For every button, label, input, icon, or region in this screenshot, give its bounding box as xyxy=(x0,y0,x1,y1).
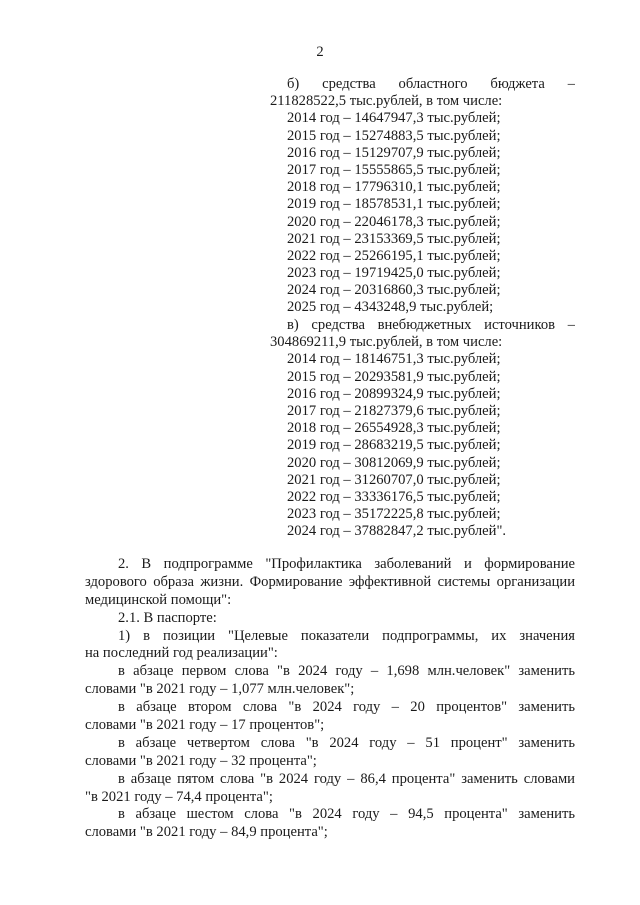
paragraph-line: в абзаце четвертом слова "в 2024 году – 51 процент" заменить xyxy=(118,734,575,751)
section-2-heading-line: 2. В подпрограмме "Профилактика заболеваний и формирование xyxy=(118,556,575,572)
regional-year-line: 2023 год – 19719425,0 тыс.рублей; xyxy=(287,265,501,282)
section-2-body xyxy=(85,556,575,842)
regional-year-line: 2024 год – 20316860,3 тыс.рублей; xyxy=(287,282,501,299)
regional-year-line: 2015 год – 15274883,5 тыс.рублей; xyxy=(287,127,501,144)
extrabudget-year-line: 2014 год – 18146751,3 тыс.рублей; xyxy=(287,351,501,368)
regional-year-line: 2018 год – 17796310,1 тыс.рублей; xyxy=(287,179,501,196)
paragraph-line: в абзаце втором слова "в 2024 году – 20 процентов" заменить xyxy=(118,699,575,716)
paragraph-line: словами "в 2021 году – 32 процента"; xyxy=(85,752,317,769)
paragraph-line: в абзаце пятом слова "в 2024 году – 86,4 процента" заменить словами xyxy=(118,770,575,787)
paragraph-line: в абзаце первом слова "в 2024 году – 1,698 млн.человек" заменить xyxy=(118,663,575,680)
extrabudget-year-line: 2017 год – 21827379,6 тыс.рублей; xyxy=(287,402,501,419)
extrabudget-year-line: 2024 год – 37882847,2 тыс.рублей". xyxy=(287,523,507,540)
extrabudget-year-line: 2021 год – 31260707,0 тыс.рублей; xyxy=(287,471,501,488)
extrabudget-year-line: 2015 год – 20293581,9 тыс.рублей; xyxy=(287,368,501,385)
extrabudget-year-line: 2020 год – 30812069,9 тыс.рублей; xyxy=(287,454,501,471)
extrabudget-year-line: 2022 год – 33336176,5 тыс.рублей; xyxy=(287,488,501,505)
paragraph-line: словами "в 2021 году – 17 процентов"; xyxy=(85,717,325,734)
extrabudget-year-line: 2019 год – 28683219,5 тыс.рублей; xyxy=(287,437,501,454)
paragraph-line: на последний год реализации": xyxy=(85,645,278,662)
extrabudget-total: 304869211,9 тыс.рублей, в том числе: xyxy=(270,334,503,351)
extrabudget-year-line: 2023 год – 35172225,8 тыс.рублей; xyxy=(287,506,501,523)
section-2-heading-line: здорового образа жизни. Формирование эффективной системы организации xyxy=(85,573,575,590)
page-number: 2 xyxy=(316,44,324,60)
regional-year-line: 2019 год – 18578531,1 тыс.рублей; xyxy=(287,196,501,213)
paragraph-line: 1) в позиции "Целевые показатели подпрограммы, их значения xyxy=(118,627,575,644)
regional-budget-total: 211828522,5 тыс.рублей, в том числе: xyxy=(270,93,503,110)
paragraph-line: словами "в 2021 году – 84,9 процента"; xyxy=(85,824,328,841)
regional-year-line: 2025 год – 4343248,9 тыс.рублей; xyxy=(287,299,494,316)
regional-budget-heading: б) средства областного бюджета – xyxy=(287,76,575,92)
regional-year-line: 2021 год – 23153369,5 тыс.рублей; xyxy=(287,230,501,247)
paragraph-line: словами "в 2021 году – 1,077 млн.человек"; xyxy=(85,681,355,698)
extrabudget-block xyxy=(270,317,575,540)
regional-year-line: 2022 год – 25266195,1 тыс.рублей; xyxy=(287,247,501,264)
regional-year-line: 2014 год – 14647947,3 тыс.рублей; xyxy=(287,110,501,127)
regional-year-line: 2016 год – 15129707,9 тыс.рублей; xyxy=(287,144,501,161)
paragraph-line: в абзаце шестом слова "в 2024 году – 94,5 процента" заменить xyxy=(118,806,575,823)
extrabudget-year-line: 2018 год – 26554928,3 тыс.рублей; xyxy=(287,420,501,437)
regional-budget-block xyxy=(270,76,575,317)
paragraph-line: 2.1. В паспорте: xyxy=(118,609,217,626)
extrabudget-heading: в) средства внебюджетных источников – xyxy=(287,317,575,333)
extrabudget-year-line: 2016 год – 20899324,9 тыс.рублей; xyxy=(287,385,501,402)
regional-year-line: 2020 год – 22046178,3 тыс.рублей; xyxy=(287,213,501,230)
section-2-heading-line: медицинской помощи": xyxy=(85,591,232,608)
regional-year-line: 2017 год – 15555865,5 тыс.рублей; xyxy=(287,161,501,178)
paragraph-line: "в 2021 году – 74,4 процента"; xyxy=(85,788,273,805)
